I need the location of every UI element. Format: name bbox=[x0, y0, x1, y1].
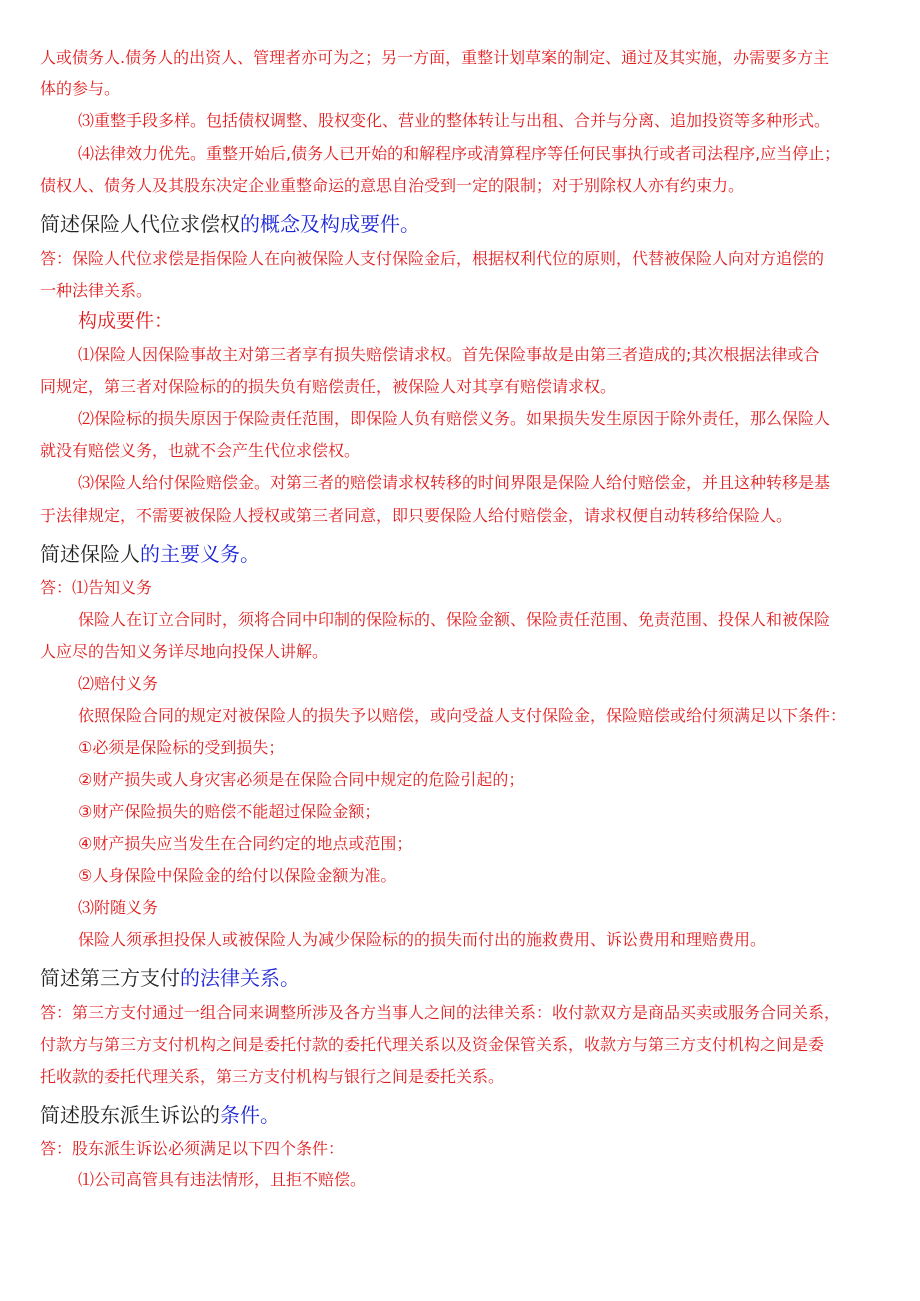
text-line: ④财产损失应当发生在合同约定的地点或范围； bbox=[78, 834, 413, 853]
text-line: ⑴公司高管具有违法情形，且拒不赔偿。 bbox=[78, 1170, 367, 1189]
question-accent: 的概念及构成要件。 bbox=[240, 212, 420, 236]
question-heading bbox=[40, 1102, 280, 1128]
question-text: 简述保险人代位求偿权 bbox=[40, 212, 240, 236]
question-heading bbox=[40, 541, 260, 567]
text-line: 答：股东派生诉讼必须满足以下四个条件： bbox=[40, 1139, 345, 1158]
text-line: 债权人、债务人及其股东决定企业重整命运的意思自治受到一定的限制；对于别除权人亦有约束力。 bbox=[40, 176, 745, 195]
text-line: 依照保险合同的规定对被保险人的损失予以赔偿，或向受益人支付保险金，保险赔偿或给付须满足以下条件： bbox=[78, 706, 847, 725]
text-line: 人应尽的告知义务详尽地向投保人讲解。 bbox=[40, 642, 329, 661]
question-heading bbox=[40, 965, 300, 991]
text-line: ⑶附随义务 bbox=[78, 898, 159, 917]
question-heading bbox=[40, 211, 420, 237]
text-line: 于法律规定，不需要被保险人授权或第三者同意，即只要保险人给付赔偿金，请求权便自动转移给保险人。 bbox=[40, 506, 793, 525]
text-line: 体的参与。 bbox=[40, 79, 121, 98]
text-line: 一种法律关系。 bbox=[40, 281, 153, 300]
text-line: 托收款的委托代理关系，第三方支付机构与银行之间是委托关系。 bbox=[40, 1067, 505, 1086]
text-line: ⑷法律效力优先。重整开始后,债务人已开始的和解程序或清算程序等任何民事执行或者司法程序,应当停止； bbox=[78, 144, 841, 163]
question-accent: 的主要义务。 bbox=[140, 542, 260, 566]
question-text: 简述保险人 bbox=[40, 542, 140, 566]
text-line: ⑤人身保险中保险金的给付以保险金额为准。 bbox=[78, 866, 397, 885]
text-line: ⑶重整手段多样。包括债权调整、股权变化、营业的整体转让与出租、合并与分离、追加投资等多种形式。 bbox=[78, 111, 831, 130]
text-line: 保险人须承担投保人或被保险人为减少保险标的的损失而付出的施救费用、诉讼费用和理赔费用。 bbox=[78, 930, 767, 949]
question-text: 简述第三方支付 bbox=[40, 966, 180, 990]
question-accent: 条件。 bbox=[220, 1103, 280, 1127]
text-line: ⑵保险标的损失原因于保险责任范围，即保险人负有赔偿义务。如果损失发生原因于除外责任，那么保险人 bbox=[78, 409, 831, 428]
question-accent: 的法律关系。 bbox=[180, 966, 300, 990]
text-line: 答：第三方支付通过一组合同来调整所涉及各方当事人之间的法律关系：收付款双方是商品买卖或服务合同关系， bbox=[40, 1003, 841, 1022]
text-line: 同规定，第三者对保险标的的损失负有赔偿责任，被保险人对其享有赔偿请求权。 bbox=[40, 377, 617, 396]
text-line: 人或债务人.债务人的出资人、管理者亦可为之；另一方面，重整计划草案的制定、通过及其实施，办需要多方主 bbox=[40, 48, 830, 67]
text-line: ⑵赔付义务 bbox=[78, 674, 159, 693]
text-line: 就没有赔偿义务，也就不会产生代位求偿权。 bbox=[40, 441, 361, 460]
text-line: ⑶保险人给付保险赔偿金。对第三者的赔偿请求权转移的时间界限是保险人给付赔偿金，并且这种转移是基 bbox=[78, 473, 831, 492]
text-line: 保险人在订立合同时，须将合同中印制的保险标的、保险金额、保险责任范围、免责范围、投保人和被保险 bbox=[78, 610, 831, 629]
text-line: 付款方与第三方支付机构之间是委托付款的委托代理关系以及资金保管关系，收款方与第三方支付机构之间是委 bbox=[40, 1035, 825, 1054]
section-subheading: 构成要件： bbox=[78, 310, 174, 332]
text-line: 答：⑴告知义务 bbox=[40, 578, 153, 597]
text-line: 答：保险人代位求偿是指保险人在向被保险人支付保险金后，根据权利代位的原则，代替被保险人向对方追偿的 bbox=[40, 249, 825, 268]
text-line: ①必须是保险标的受到损失； bbox=[78, 738, 285, 757]
question-text: 简述股东派生诉讼的 bbox=[40, 1103, 220, 1127]
text-line: ③财产保险损失的赔偿不能超过保险金额； bbox=[78, 802, 381, 821]
text-line: ②财产损失或人身灾害必须是在保险合同中规定的危险引起的； bbox=[78, 770, 525, 789]
text-line: ⑴保险人因保险事故主对第三者享有损失赔偿请求权。首先保险事故是由第三者造成的;其次根据法律或合 bbox=[78, 345, 820, 364]
